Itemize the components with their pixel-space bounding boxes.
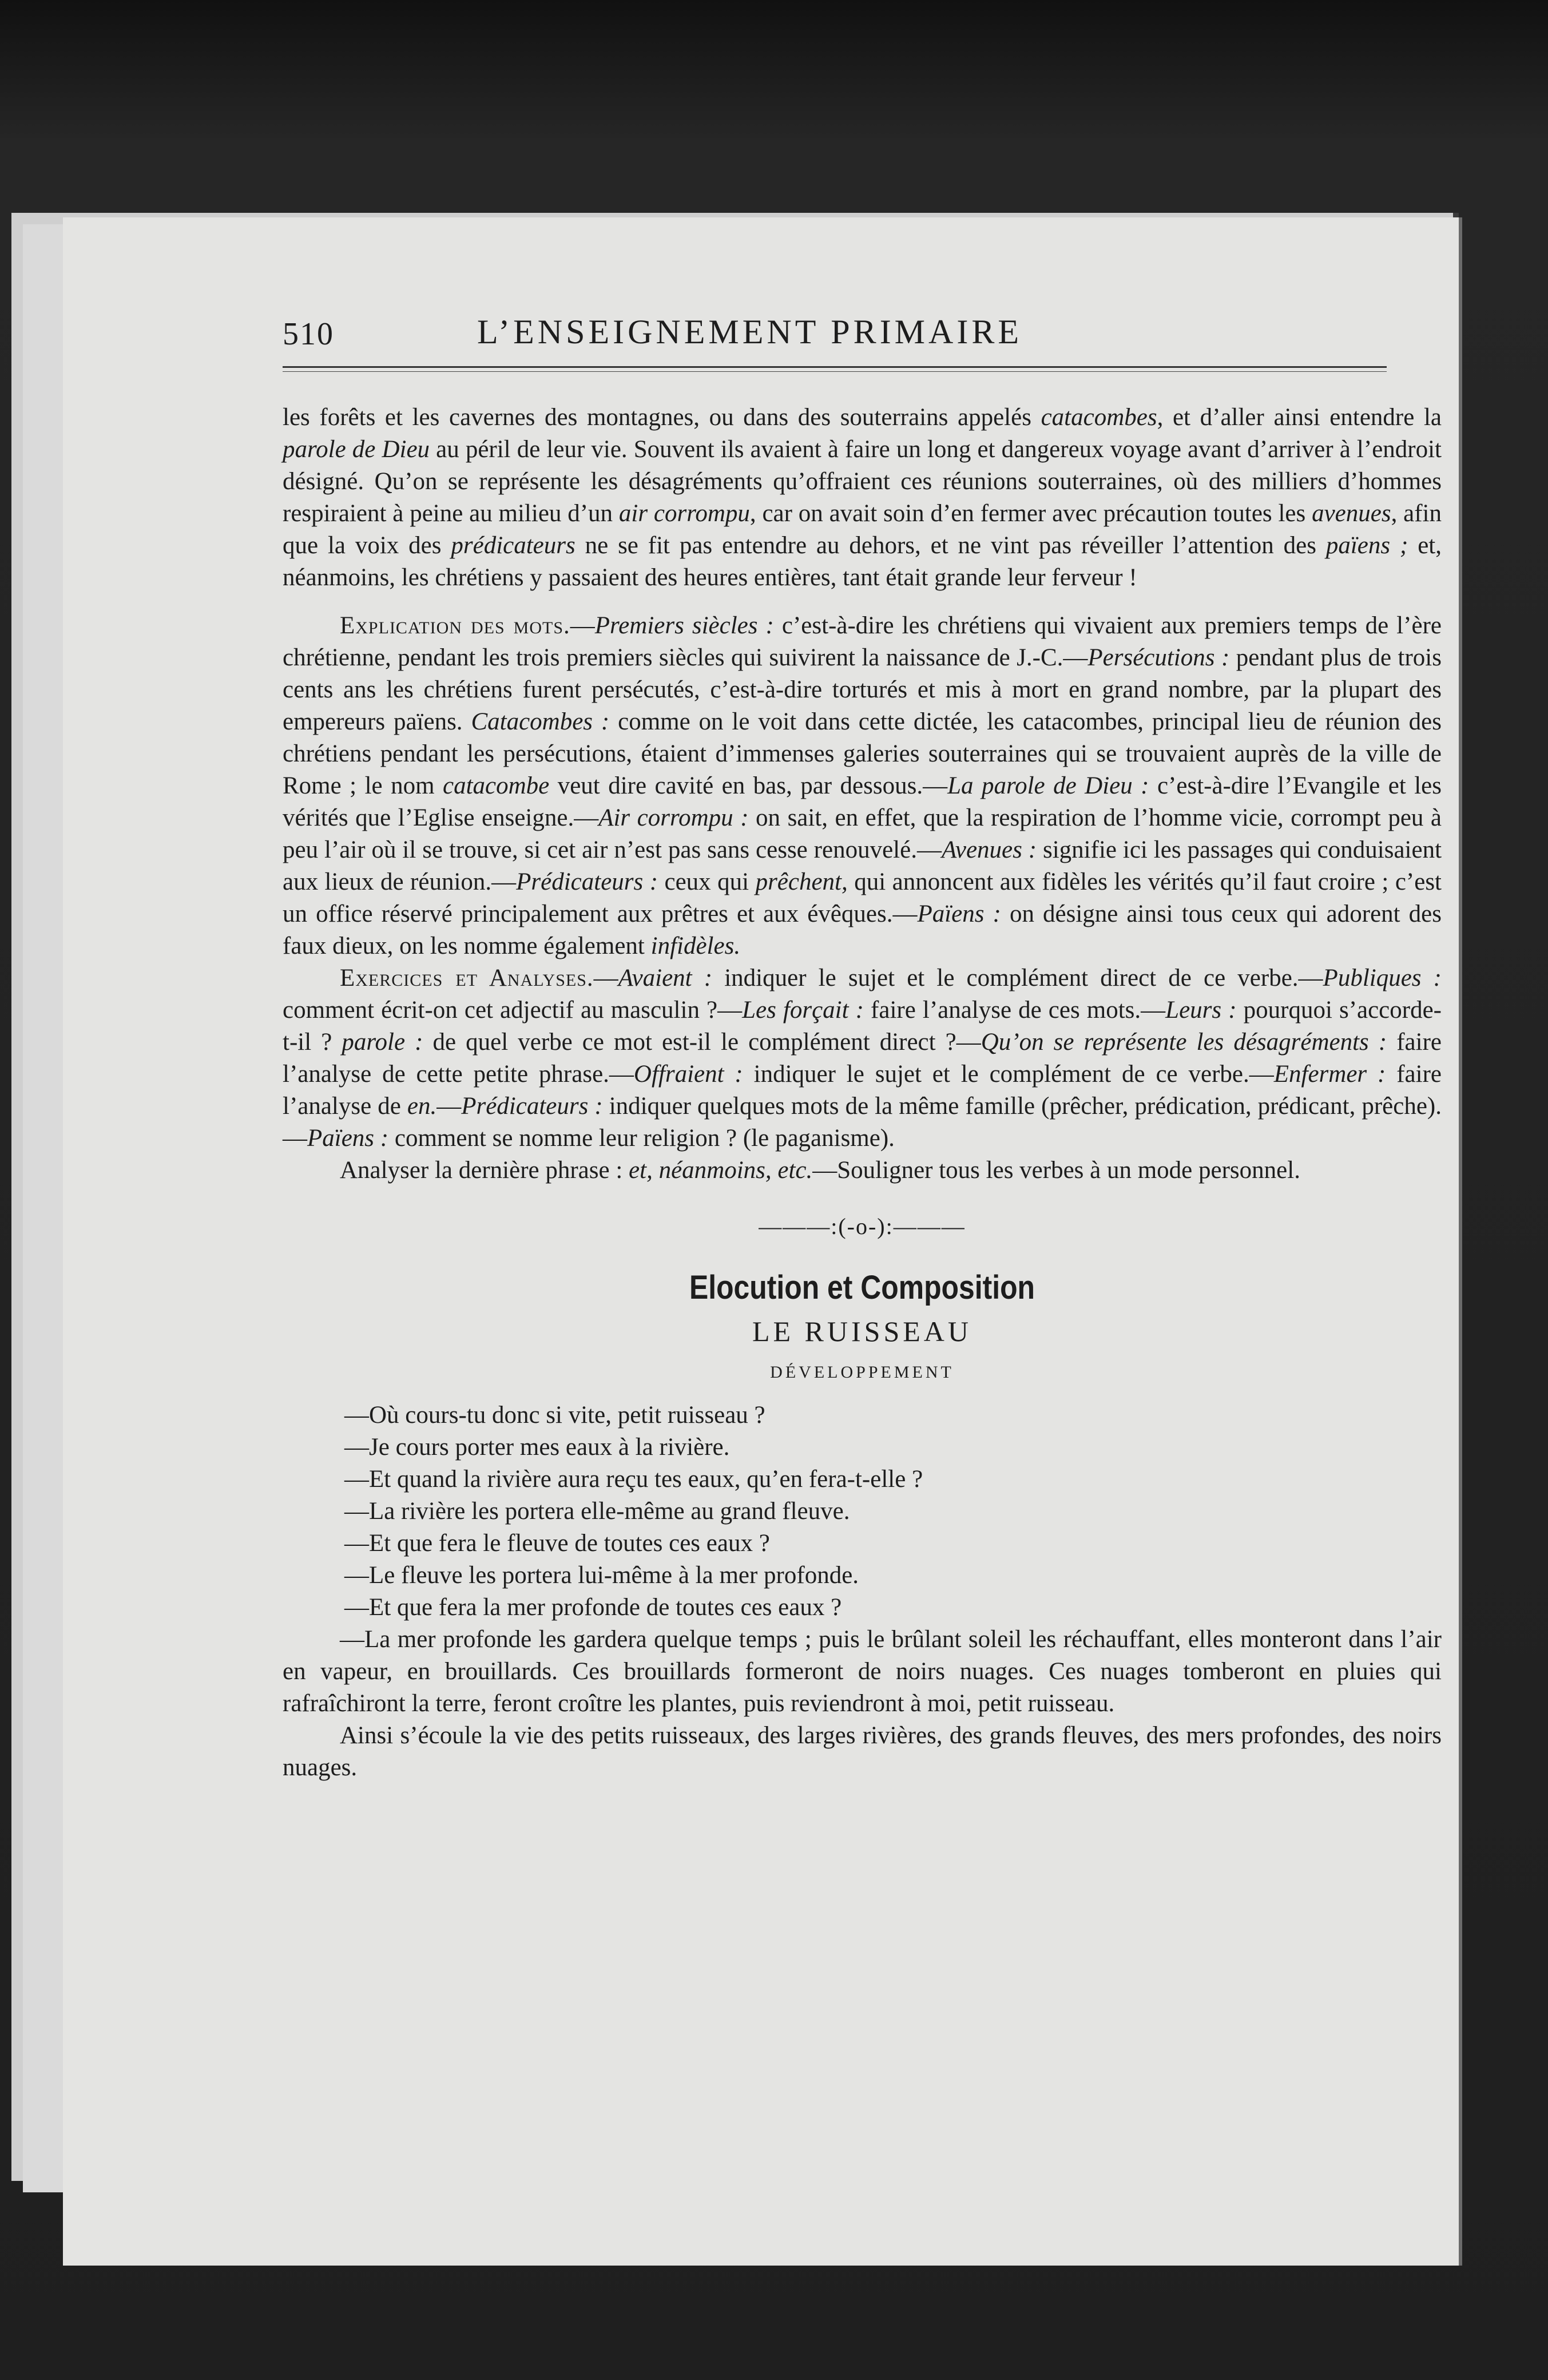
italic-term: Air corrompu : bbox=[598, 804, 749, 831]
italic-term: Avaient : bbox=[618, 965, 713, 991]
italic-term: et, néanmoins, etc. bbox=[629, 1157, 813, 1184]
text-run: — bbox=[570, 612, 595, 639]
italic-term: catacombes bbox=[1041, 404, 1157, 431]
section-separator: ———:(-o-):——— bbox=[759, 1213, 966, 1239]
text-run: c’est-à-dire les chrétiens qui vivaient aux premiers temps de l’ère chrétienne, pendant les trois premiers siècles qui suivirent la naissance de J.-C.— bbox=[283, 612, 1442, 671]
dialogue-line: —Le fleuve les portera lui-même à la mer profonde. bbox=[344, 1562, 859, 1589]
text-run: et, néanmoins, les chrétiens y passaient des heures entières, tant était grande leur ferveur ! bbox=[283, 532, 1442, 591]
text-run: ceux qui bbox=[658, 868, 756, 895]
italic-term: Publiques : bbox=[1323, 965, 1442, 991]
book-page bbox=[63, 217, 1459, 2266]
explication-paragraph bbox=[283, 610, 1442, 962]
text-run: indiquer quelques mots de la même famille (prêcher, prédication, prédicant, prêche).— bbox=[283, 1093, 1442, 1152]
italic-term: prêchent, bbox=[755, 868, 848, 895]
italic-term: Païens : bbox=[307, 1125, 389, 1152]
text-run: veut dire cavité en bas, par dessous.— bbox=[549, 772, 948, 799]
text-run: — bbox=[436, 1093, 462, 1120]
italic-term: prédicateurs bbox=[451, 532, 575, 559]
header-rule bbox=[283, 366, 1387, 372]
italic-term: Prédicateurs : bbox=[461, 1093, 603, 1120]
closing-paragraph: Ainsi s’écoule la vie des petits ruisseaux, des larges rivières, des grands fleuves, des mers profondes, des noirs nuages. bbox=[283, 1722, 1442, 1781]
paragraph-gap bbox=[283, 594, 1442, 610]
text-run: comment écrit-on cet adjectif au masculin ?— bbox=[283, 997, 743, 1024]
section-label: Exercices et Analyses. bbox=[340, 965, 594, 991]
italic-term: parole de Dieu bbox=[283, 436, 430, 463]
text-run: faire l’analyse de bbox=[283, 1061, 1442, 1120]
italic-term: La parole de Dieu : bbox=[947, 772, 1149, 799]
text-run: , et d’aller ainsi entendre la bbox=[1157, 404, 1442, 431]
italic-term: Persécutions : bbox=[1087, 644, 1230, 671]
text-run: signifie ici les passages qui conduisaient aux lieux de réunion.— bbox=[283, 836, 1442, 895]
dialogue-line: —Je cours porter mes eaux à la rivière. bbox=[344, 1434, 730, 1461]
italic-term: Qu’on se représente les désagréments : bbox=[981, 1029, 1387, 1056]
italic-term: Premiers siècles : bbox=[594, 612, 774, 639]
dialogue-line: —La rivière les portera elle-même au grand fleuve. bbox=[344, 1498, 850, 1525]
journal-title: L’ENSEIGNEMENT PRIMAIRE bbox=[477, 313, 1023, 351]
text-run: —Souligner tous les verbes à un mode personnel. bbox=[812, 1157, 1300, 1184]
italic-term: Catacombes : bbox=[471, 708, 610, 735]
dialogue-line: —Et quand la rivière aura reçu tes eaux, qu’en fera-t-elle ? bbox=[344, 1466, 923, 1493]
text-run: , car on avait soin d’en fermer avec précaution toutes les bbox=[749, 500, 1312, 527]
dialogue bbox=[283, 1399, 1442, 1720]
text-run: , afin que la voix des bbox=[283, 500, 1442, 559]
running-head bbox=[283, 303, 1442, 366]
text-run: pourquoi s’accorde-t-il ? bbox=[283, 997, 1442, 1056]
text-run: ne se fit pas entendre au dehors, et ne vint pas réveiller l’attention des bbox=[575, 532, 1326, 559]
italic-term: Païens : bbox=[917, 901, 1001, 927]
dialogue-line: —Où cours-tu donc si vite, petit ruisseau ? bbox=[344, 1402, 765, 1429]
italic-term: infidèles. bbox=[650, 933, 741, 959]
exercices-paragraph bbox=[283, 962, 1442, 1155]
italic-term: Offraient : bbox=[633, 1061, 743, 1088]
italic-term: Prédicateurs : bbox=[516, 868, 658, 895]
page-number: 510 bbox=[283, 316, 334, 352]
text-run: Analyser la dernière phrase : bbox=[340, 1157, 629, 1184]
dialogue-line: —Et que fera la mer profonde de toutes ces eaux ? bbox=[344, 1594, 842, 1621]
text-run: — bbox=[593, 965, 618, 991]
text-run: qui annoncent aux fidèles les vérités qu’il faut croire ; c’est un office réservé principalement aux prêtres et aux évêques.— bbox=[283, 868, 1442, 927]
dictee-paragraph bbox=[283, 402, 1442, 594]
text-run: comment se nomme leur religion ? (le paganisme). bbox=[388, 1125, 895, 1152]
italic-term: avenues bbox=[1312, 500, 1391, 527]
text-run: indiquer le sujet et le complément de ce verbe.— bbox=[743, 1061, 1274, 1088]
text-run: de quel verbe ce mot est-il le complément direct ?— bbox=[423, 1029, 981, 1056]
italic-term: Avenues : bbox=[941, 836, 1037, 863]
dialogue-line: —Et que fera le fleuve de toutes ces eaux ? bbox=[344, 1530, 770, 1557]
text-run: c’est-à-dire l’Evangile et les vérités que l’Eglise enseigne.— bbox=[283, 772, 1442, 831]
dialogue-final-answer: —La mer profonde les gardera quelque temps ; puis le brûlant soleil les réchauffant, elles monteront dans l’air en vapeur, en brouillards. Ces brouillards formeront de noirs nuages. Ces nuages tomberont en pluies qui rafraîchiront la terre, feront croître les plantes, puis reviendront à moi, petit ruisseau. bbox=[283, 1626, 1442, 1717]
italic-term: air corrompu bbox=[618, 500, 750, 527]
lesson-label: DÉVELOPPEMENT bbox=[770, 1363, 954, 1382]
italic-term: Enfermer : bbox=[1273, 1061, 1386, 1088]
text-run: les forêts et les cavernes des montagnes, ou dans des souterrains appelés bbox=[283, 404, 1041, 431]
text-run: pendant plus de trois cents ans les chrétiens furent persécutés, c’est-à-dire torturés et mis à mort en grand nombre, par la plupart des empereurs païens. bbox=[283, 644, 1442, 735]
exercices-last-paragraph bbox=[283, 1155, 1442, 1187]
italic-term: Les forçait : bbox=[742, 997, 864, 1024]
lesson-title: LE RUISSEAU bbox=[752, 1315, 973, 1347]
italic-term: Leurs : bbox=[1165, 997, 1237, 1024]
italic-term: parole : bbox=[342, 1029, 423, 1056]
text-run: indiquer le sujet et le complément direct de ce verbe.— bbox=[712, 965, 1323, 991]
text-run: on désigne ainsi tous ceux qui adorent des faux dieux, on les nomme également bbox=[283, 901, 1442, 959]
text-run: au péril de leur vie. Souvent ils avaient à faire un long et dangereux voyage avant d’arriver à l’endroit désigné. Qu’on se représente les désagréments qu’offraient ces réunions souterraines, où des milliers d’hommes respiraient à peine au milieu d’un bbox=[283, 436, 1442, 527]
text-run: faire l’analyse de cette petite phrase.— bbox=[283, 1029, 1442, 1088]
text-run: comme on le voit dans cette dictée, les catacombes, principal lieu de réunion des chrétiens pendant les persécutions, étaient d’immenses galeries souterraines qui se trouvaient auprès de la ville de Rome ; le nom bbox=[283, 708, 1442, 799]
text-run: on sait, en effet, que la respiration de l’homme vicie, corrompt peu à peu l’air où il se trouve, si cet air n’est pas sans cesse renouvelé.— bbox=[283, 804, 1442, 863]
section-label: Explication des mots. bbox=[340, 612, 570, 639]
italic-term: païens ; bbox=[1325, 532, 1408, 559]
page-content bbox=[283, 303, 1442, 1784]
italic-term: en. bbox=[407, 1093, 437, 1120]
text-run: faire l’analyse de ces mots.— bbox=[863, 997, 1166, 1024]
italic-term: catacombe bbox=[442, 772, 550, 799]
section-title: Elocution et Composition bbox=[689, 1269, 1035, 1306]
